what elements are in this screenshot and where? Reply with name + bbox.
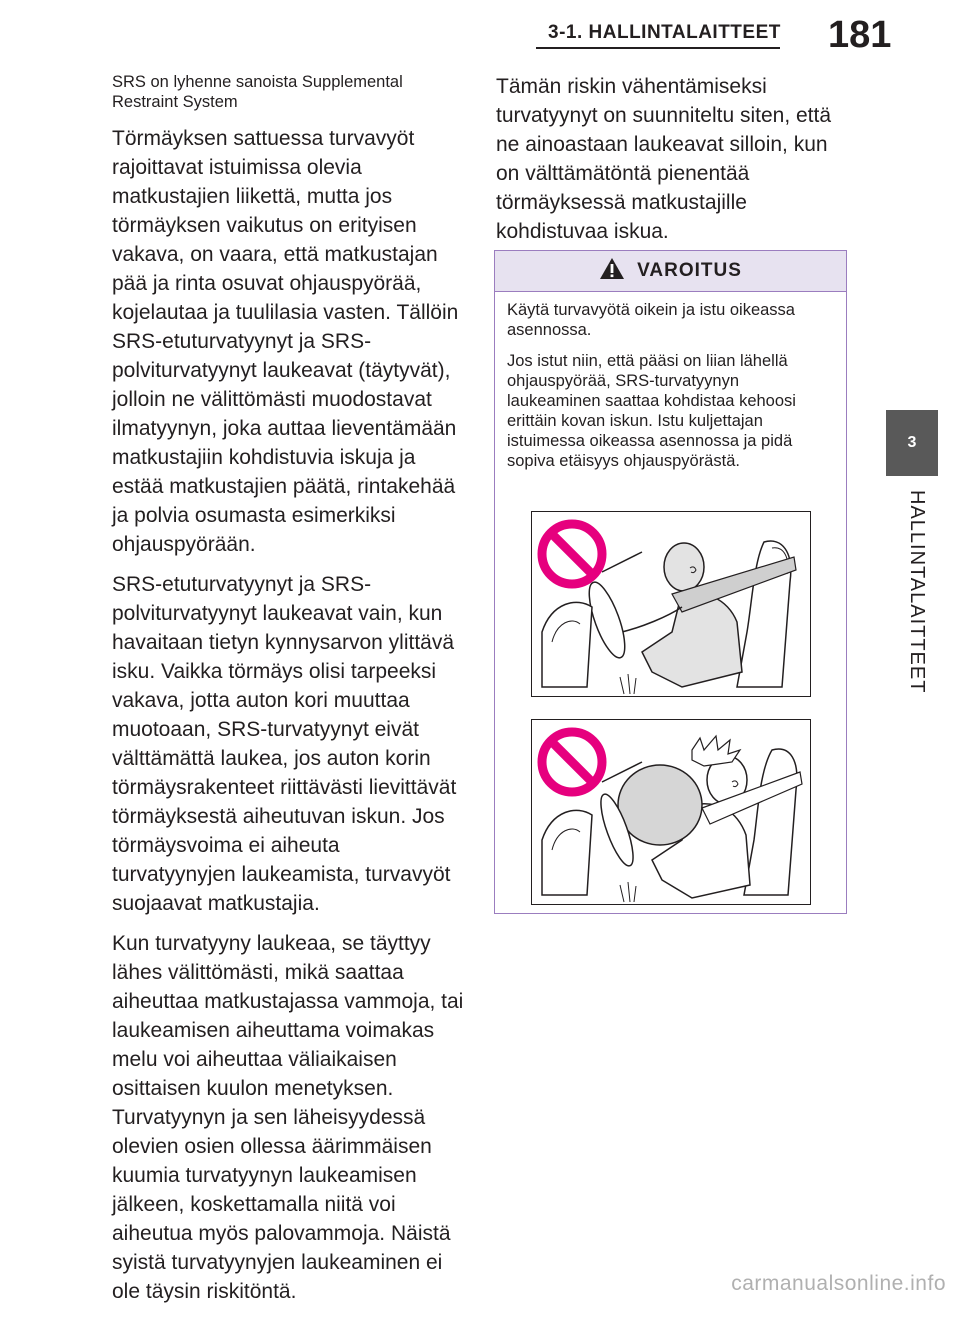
warning-header: [495, 251, 846, 292]
airbag-illustration: [532, 720, 809, 903]
driver-illustration: [532, 512, 809, 695]
body-paragraph: Tämän riskin vähentämiseksi turvatyynyt on suunniteltu siten, että ne ainoastaan laukeavat silloin, kun on välttämätöntä pienentää törmäyksessä matkustajille kohdistuvaa iskua.: [496, 75, 832, 243]
page-number: 181: [828, 14, 892, 56]
chapter-tab[interactable]: 3: [886, 410, 938, 476]
warning-paragraph: Käytä turvavyötä oikein ja istu oikeassa asennossa.: [507, 301, 795, 339]
body-paragraph: Kun turvatyyny laukeaa, se täyttyy lähes välittömästi, mikä saattaa aiheuttaa matkustajassa vammoja, tai laukeamisen aiheuttama voimakas melu voi aiheuttaa väliaikaisen osittaisen kuulon menetyksen. Turvatyynyn ja sen läheisyydessä olevien osien ollessa äärimmäisen kuumia turvatyynyn laukeamisen jälkeen, koskettamalla niitä voi aiheutua myös palovammoja. Näistä syistä turvatyynyjen laukeaminen ei ole täysin riskitöntä.: [112, 932, 464, 1303]
left-column: [112, 72, 464, 1317]
right-column: [496, 72, 850, 257]
chapter-label: HALLINTALAITTEET: [906, 490, 928, 694]
header-rule: [536, 47, 780, 49]
warning-body: [495, 292, 846, 471]
section-title: 3-1. HALLINTALAITTEET: [548, 22, 781, 43]
abbreviation-note: SRS on lyhenne sanoista Supplemental Restraint System: [112, 73, 403, 111]
illustration-airbag-impact: [531, 719, 811, 905]
warning-title: VAROITUS: [637, 260, 742, 281]
warning-triangle-icon: [599, 257, 625, 285]
footer-watermark: carmanualsonline.info: [731, 1272, 946, 1295]
illustration-driver-too-close: [531, 511, 811, 697]
body-paragraph: SRS-etuturvatyynyt ja SRS-polviturvatyynyt laukeavat vain, kun havaitaan tietyn kynnysarvon ylittävä isku. Vaikka törmäys olisi tarpeeksi vakava, jotta auton kori muuttaa muotoaan, SRS-turvatyynyt eivät välttämättä laukea, jos auton korin törmäysrakenteet riittävästi lievittävät törmäyksestä aiheutuvan iskun. Jos törmäysvoima ei aiheuta turvatyynyjen laukeamista, turvavyöt suojaavat matkustajia.: [112, 573, 457, 915]
body-paragraph: Törmäyksen sattuessa turvavyöt rajoittavat istuimissa olevia matkustajien liikettä, mutta jos törmäyksen vaikutus on erityisen vakava, on vaara, että matkustajan pää ja rinta osuvat ohjauspyörää, kojelautaa ja tuulilasia vasten. Tällöin SRS-etuturvatyynyt ja SRS-polviturvatyynyt laukeavat (täytyvät), jolloin ne välittömästi muodostavat ilmatyynyn, joka auttaa lieventämään matkustajiin kohdistuvia iskuja ja estää matkustajien päätä, rintakehää ja polvia osumasta esimerkiksi ohjauspyörään.: [112, 127, 459, 556]
warning-box: [494, 250, 847, 914]
warning-paragraph: Jos istut niin, että pääsi on liian lähellä ohjauspyörää, SRS-turvatyynyn laukeaminen saattaa kohdistaa kehoosi erittäin kovan iskun. Istu kuljettajan istuimessa oikeassa asennossa ja pidä sopiva etäisyys ohjauspyörästä.: [507, 352, 796, 470]
